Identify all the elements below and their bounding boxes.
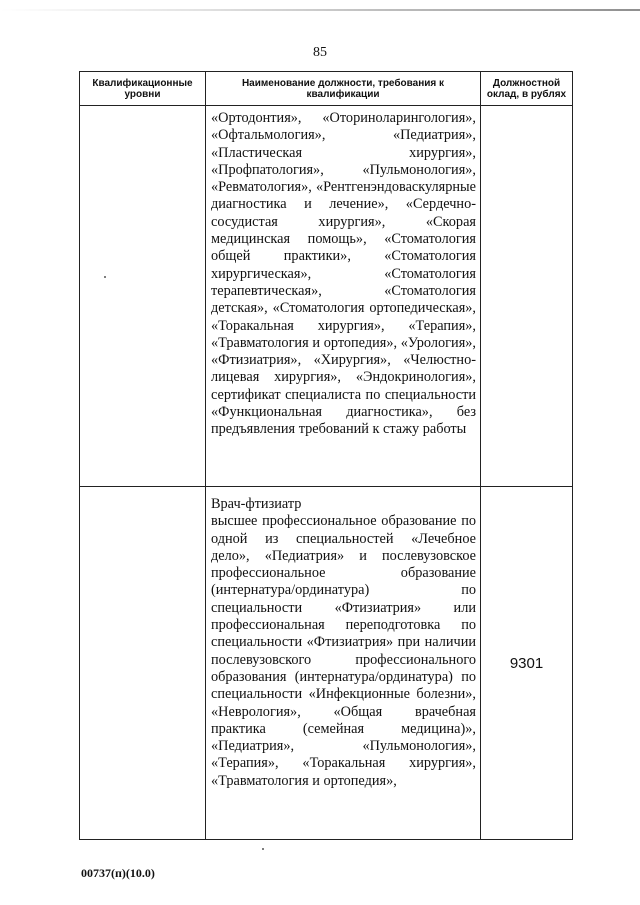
position-title: Врач-фтизиатр — [211, 496, 302, 512]
table-row — [80, 487, 573, 840]
requirements-cell — [206, 487, 481, 840]
requirements-text: «Ортодонтия», «Оториноларингология», «Офтальмология», «Педиатрия», «Пластическая хирургия», «Профпатология», «Пульмонология», «Ревматология», «Рентгенэндоваскулярные диагностика и лечение», «Сердечно-сосудистая хирургия», «Скорая медицинская помощь», «Стоматология общей практики», «Стоматология хирургическая», «Стоматология терапевтическая», «Стоматология детская», «Стоматология ортопедическая», «Торакальная хирургия», «Терапия», «Травматология и ортопедия», «Урология», «Фтизиатрия», «Хирургия», «Челюстно-лицевая хирургия», «Эндокринология», сертификат специалиста по специальности «Функциональная диагностика», без предъявления требований к стажу работы — [211, 110, 476, 438]
scan-speck — [104, 276, 106, 278]
table-header-row — [80, 72, 573, 106]
salary-cell — [481, 106, 573, 487]
header-position: Наименование должности, требования к квалификации — [206, 72, 481, 106]
requirements-text: высшее профессиональное образование по одной из специальностей «Лечебное дело», «Педиатрия» и послевузовское профессиональное образование (интернатура/ординатура) по специальности «Фтизиатрия» или профессиональная переподготовка по специальности «Фтизиатрия» при наличии послевузовского профессионального образования (интернатура/ординатура) по специальности «Инфекционные болезни», «Неврология», «Общая врачебная практика (семейная медицина)», «Педиатрия», «Пульмонология», «Терапия», «Торакальная хирургия», «Травматология и ортопедия», — [211, 513, 476, 789]
page-number: 85 — [313, 45, 327, 60]
scan-top-edge — [0, 9, 640, 11]
header-salary: Должностной оклад, в рублях — [481, 72, 573, 106]
qualification-table — [79, 71, 573, 840]
scan-speck — [262, 848, 264, 850]
table-row — [80, 106, 573, 487]
level-cell — [80, 106, 206, 487]
header-levels: Квалификационные уровни — [80, 72, 206, 106]
document-code: 00737(п)(10.0) — [81, 866, 155, 880]
salary-cell: 9301 — [481, 487, 573, 840]
requirements-cell — [206, 106, 481, 487]
level-cell — [80, 487, 206, 840]
